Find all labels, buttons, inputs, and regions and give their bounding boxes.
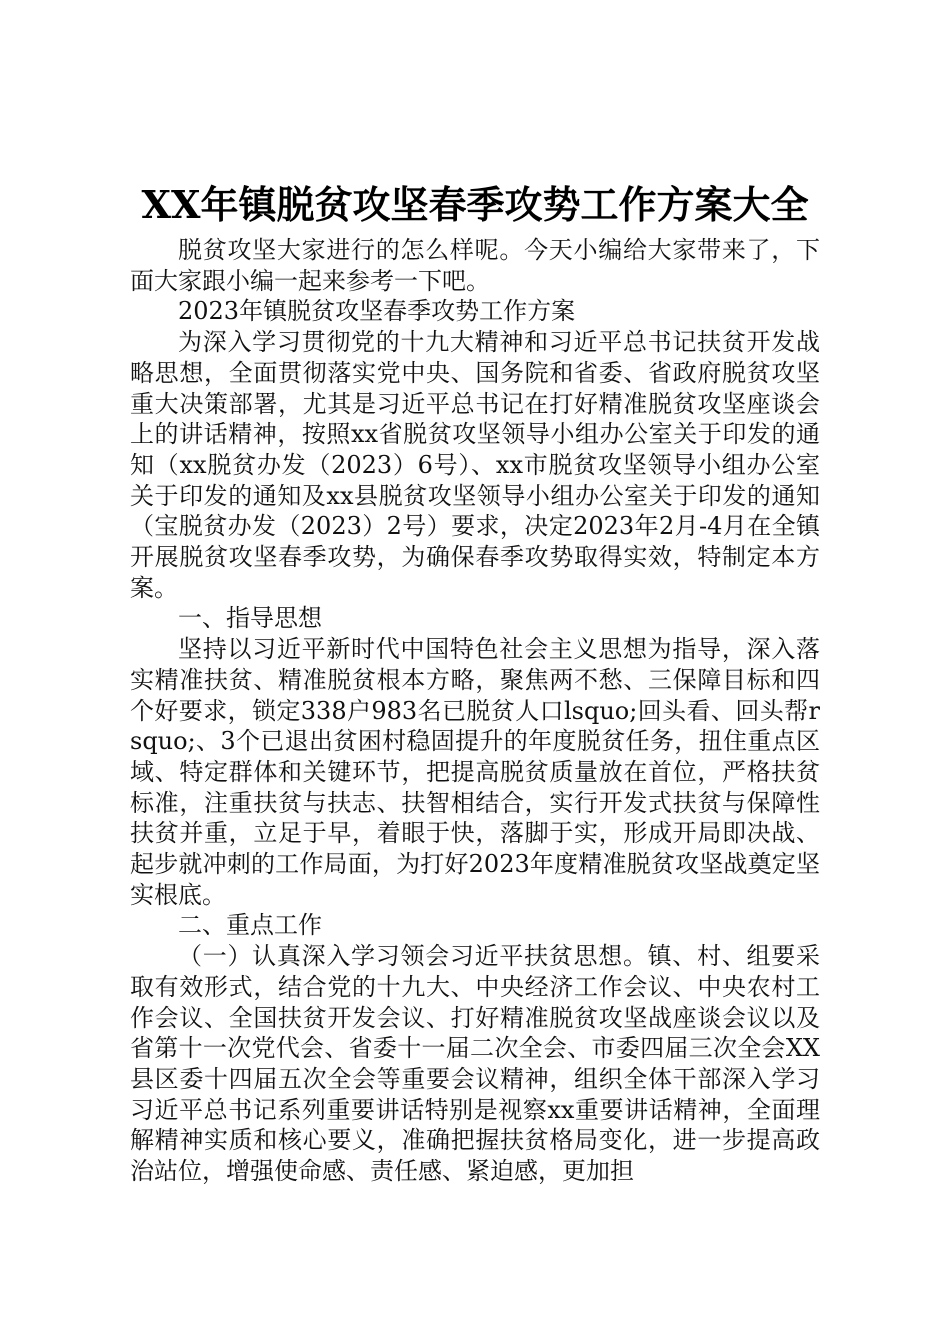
plan-subtitle: 2023年镇脱贫攻坚春季攻势工作方案 [178, 297, 576, 326]
guiding-ideology-paragraph: 坚持以习近平新时代中国特色社会主义思想为指导，深入落实精准扶贫、精准脱贫根本方略，聚焦两不愁、三保障目标和四个好要求，锁定338户983名已脱贫人口lsquo;回头看、回头帮rsquo;、3个已退出贫困村稳固提升的年度脱贫任务，扭住重点区域、特定群体和关键环节，把提高脱贫质量放在首位，严格扶贫标准，注重扶贫与扶志、扶智相结合，实行开发式扶贫与保障性扶贫并重，立足于早，着眼于快，落脚于实，形成开局即决战、起步就冲刺的工作局面，为打好2023年度精准脱贫攻坚战奠定坚实根底。 [130, 635, 820, 909]
section-heading-guiding-ideology: 一、指导思想 [178, 604, 322, 633]
document-body [130, 235, 820, 1187]
preamble-paragraph: 为深入学习贯彻党的十九大精神和习近平总书记扶贫开发战略思想，全面贯彻落实党中央、国务院和省委、省政府脱贫攻坚重大决策部署，尤其是习近平总书记在打好精准脱贫攻坚座谈会上的讲话精神，按照xx省脱贫攻坚领导小组办公室关于印发的通知（xx脱贫办发（2023）6号）、xx市脱贫攻坚领导小组办公室关于印发的通知及xx县脱贫攻坚领导小组办公室关于印发的通知（宝脱贫办发（2023）2号）要求，决定2023年2月-4月在全镇开展脱贫攻坚春季攻势，为确保春季攻势取得实效，特制定本方案。 [130, 328, 820, 602]
intro-paragraph: 脱贫攻坚大家进行的怎么样呢。今天小编给大家带来了，下面大家跟小编一起来参考一下吧。 [130, 236, 820, 295]
key-work-paragraph: （一）认真深入学习领会习近平扶贫思想。镇、村、组要采取有效形式，结合党的十九大、中央经济工作会议、中央农村工作会议、全国扶贫开发会议、打好精准脱贫攻坚战座谈会议以及省第十一次党代会、省委十一届二次全会、市委四届三次全会XX县区委十四届五次全会等重要会议精神，组织全体干部深入学习习近平总书记系列重要讲话特别是视察xx重要讲话精神，全面理解精神实质和核心要义，准确把握扶贫格局变化，进一步提高政治站位，增强使命感、责任感、紧迫感，更加担 [130, 942, 820, 1186]
section-heading-key-work: 二、重点工作 [178, 911, 322, 940]
document-title: XX年镇脱贫攻坚春季攻势工作方案大全 [141, 182, 809, 227]
